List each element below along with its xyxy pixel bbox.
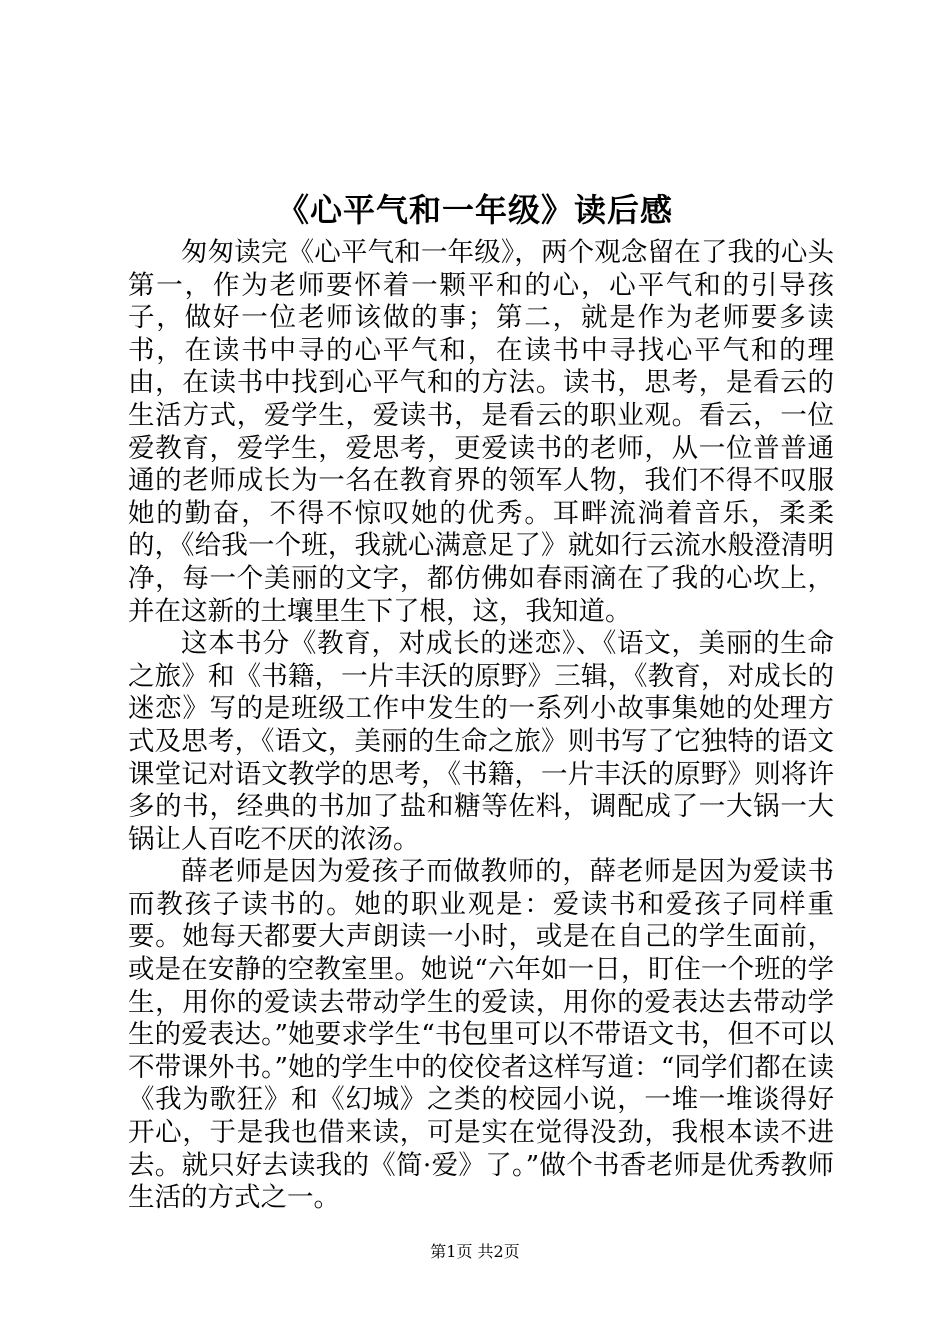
paragraph-1: 匆匆读完《心平气和一年级》，两个观念留在了我的心头第一，作为老师要怀着一颗平和的心，心平气和的引导孩子，做好一位老师该做的事；第二，就是作为老师要多读书，在读书中寻的心平气和，在读书中寻找心平气和的理由，在读书中找到心平气和的方法。读书，思考，是看云的生活方式，爱学生，爱读书，是看云的职业观。看云，一位爱教育，爱学生，爱思考，更爱读书的老师，从一位普普通通的老师成长为一名在教育界的领军人物，我们不得不叹服她的勤奋，不得不惊叹她的优秀。耳畔流淌着音乐，柔柔的，《给我一个班，我就心满意足了》就如行云流水般澄清明净，每一个美丽的文字，都仿佛如春雨滴在了我的心坎上，并在这新的土壤里生下了根，这，我知道。 xyxy=(128,237,834,627)
document-body xyxy=(128,237,834,1215)
paragraph-3: 薛老师是因为爱孩子而做教师的，薛老师是因为爱读书而教孩子读书的。她的职业观是：爱读书和爱孩子同样重要。她每天都要大声朗读一小时，或是在自己的学生面前，或是在安静的空教室里。她说“六年如一日，盯住一个班的学生，用你的爱读去带动学生的爱读，用你的爱表达去带动学生的爱表达。”她要求学生“书包里可以不带语文书，但不可以不带课外书。”她的学生中的佼佼者这样写道：“同学们都在读《我为歌狂》和《幻城》之类的校园小说，一堆一堆谈得好开心，于是我也借来读，可是实在觉得没劲，我根本读不进去。就只好去读我的《简·爱》了。”做个书香老师是优秀教师生活的方式之一。 xyxy=(128,856,834,1214)
paragraph-2: 这本书分《教育，对成长的迷恋》、《语文，美丽的生命之旅》和《书籍，一片丰沃的原野》三辑，《教育，对成长的迷恋》写的是班级工作中发生的一系列小故事集她的处理方式及思考，《语文，美丽的生命之旅》则书写了它独特的语文课堂记对语文教学的思考，《书籍，一片丰沃的原野》则将许多的书，经典的书加了盐和糖等佐料，调配成了一大锅一大锅让人百吃不厌的浓汤。 xyxy=(128,628,834,855)
page-number-footer: 第1页 共2页 xyxy=(430,1242,520,1261)
document-title: 《心平气和一年级》读后感 xyxy=(276,191,673,229)
